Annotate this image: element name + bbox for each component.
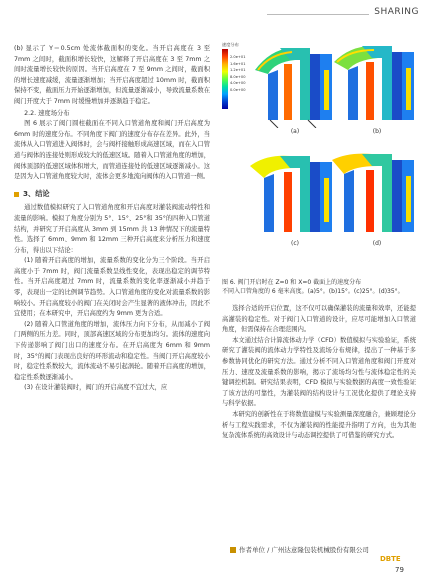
author-bullet-icon (230, 547, 236, 553)
right-column (222, 304, 416, 442)
subsection-title: 2.2. 速度场分布 (24, 109, 70, 117)
paragraph: (b) 显示了 Y＝0.5cm 处流体截面积的变化。当开启高度在 3 至 7mm 之间时，截面积增长较快，这解释了开启高度在 3 至 7mm 之间时流量增长较快的原因。当开启高度在 7 至 9mm 之间时，截面积的增长速度减缓，流量逐渐增加；当开启高度超过 10mm 时，截面积保持不变，截面压力开始逐渐增加，但流量逐渐减小，导致流量系数在阀门开度大于 7mm 时缓慢增加并逐渐趋于稳定。 (14, 45, 210, 105)
legend-tick: 0.0e+00 (230, 87, 246, 92)
section-label: SHARING (374, 7, 419, 17)
legend-colorbar (222, 49, 228, 109)
header-rule (267, 14, 369, 15)
caption-line: 不同入口管角度的 6 毫米高度。(a)5°。(b)15°。(c)25°。(d)35°。 (222, 288, 404, 295)
paragraph: (2) 随着入口管道角度的增加，流体压力向下分布，从而减小了阀门两侧的压力差。同时，顶部高速区域的分布更加均匀。流体的速度向下传递影响了阀门出口的速度分布。在开启高度为 6mm 和 9mm 时，35°的阀门表现出良好的环形流动和稳定性。当阀门开启高度较小时，稳定性系数较大，流体流动不易引起涡轮。随着开启高度的增加，稳定性系数逐渐减小。 (14, 320, 210, 381)
brand-logo: DBTE (380, 555, 401, 563)
paragraph: 本研究的创新性在于将数值建模与实验测量深度融合，兼顾理论分析与工程实践需求，不仅为灌装阀的性能提升指明了方向，也为其他复杂流体系统的高效设计与动态调控提供了可借鉴的研究方式。 (222, 410, 416, 440)
legend-ticks (230, 54, 246, 94)
panel-c (250, 152, 340, 252)
left-column (14, 44, 210, 394)
legend-tick: 1.6e+01 (230, 61, 246, 66)
caption-line: 图 6. 阀门开启时在 Z=0 和 X=0 截面上的速度分布 (222, 279, 362, 286)
author-text: 作者单位 / 广州达意隆包装机械股份有限公司 (239, 546, 369, 554)
paragraph: 本文通过结合计算流体动力学（CFD）数值模拟与实验验证，系统研究了灌装阀的流体动力学特性及流场分布规律，提出了一种基于多参数协同优化的研究方法。通过分析不同入口管道角度和阀门开度对压力、速度及流量系数的影响，揭示了流场均匀性与流体稳定性的关键调控机制。研究结果表明，CFD 模拟与实验数据的高度一致性验证了该方法的可靠性，为灌装阀的结构设计与工况优化提供了理论支持与科学依据。 (222, 336, 416, 408)
panel-label: (c) (291, 240, 299, 247)
panel-label: (d) (372, 240, 382, 247)
panel-b (332, 40, 422, 140)
author-line (230, 545, 369, 554)
velocity-figure (222, 40, 416, 270)
legend-tick: 2.0e+01 (230, 55, 246, 59)
section-bullet-icon (14, 192, 19, 197)
page-number: 79 (395, 566, 404, 574)
panel-a (250, 40, 340, 140)
panel-label: (a) (290, 128, 300, 135)
color-legend (222, 42, 248, 109)
panel-label: (b) (372, 128, 382, 135)
valve-velocity-plot (250, 40, 340, 128)
paragraph: (1) 随着开启高度的增加，流量系数的变化分为三个阶段。当开启高度小于 7mm 时，阀门流量系数呈线性变化，表现出稳定的调节特性。当开启高度超过 7mm 时，流量系数的变化率逐渐减小并趋于零，表现出一定的比例调节趋势。入口管道角度的变化对流量系数的影响较小。开启高度较小的阀门在关闭时会产生显著的液体冲击，因此不宜使用；在本研究中，开启高度约为 9mm 更为合适。 (14, 257, 210, 318)
legend-tick: 8.0e+00 (230, 74, 246, 79)
valve-velocity-plot (332, 152, 422, 240)
section-title: 3、结论 (23, 188, 50, 198)
paragraph: (3) 在设计灌装阀时，阀门的开启高度不宜过大，应 (24, 384, 168, 392)
figure-caption (222, 278, 416, 296)
legend-tick: 4.0e+00 (230, 81, 246, 86)
paragraph: 选择合适的开启位置，这不仅可以确保灌装的流量和效率，还能提高灌装的稳定性。对于阀门入口管道的设计，应尽可能增加入口管道角度，但需保持在合理范围内。 (222, 305, 416, 334)
legend-title: 速度分布 (222, 42, 239, 47)
panel-d (332, 152, 422, 252)
valve-velocity-plot (250, 152, 340, 240)
paragraph: 通过数值模拟研究了入口管道角度和开启高度对灌装阀流动特性和流量的影响。模拟了角度分别为 5°、15°、25°和 35°的四种入口管道结构，并研究了开启高度从 3mm 到 15mm 共 13 种情况下的流量特性。选择了 6mm、9mm 和 12mm 三种开启高度来分析压力和速度分布，得出以下结论： (14, 204, 210, 254)
section-heading (14, 189, 210, 200)
legend-tick: 1.2e+01 (230, 68, 246, 73)
paragraph: 图 6 展示了阀门圆柱截面在不同入口管道角度和阀门开启高度为 6mm 时的速度分布。不同角度下阀门的速度分布存在差异。此外，当流体从入口管道进入阀体时，会与阀杆接触形成高速区域，而在入口管道与阀体的连接处则形成较大的低速区域。随着入口管道角度的增加，阀体顶部的低速区域体积增大，而管道连接处的低速区域逐渐减小。这是因为入口管道角度较大时，流体会更多地流向阀体的入口管道一侧。 (14, 120, 210, 181)
valve-velocity-plot (332, 40, 422, 128)
header-bar (267, 0, 427, 30)
